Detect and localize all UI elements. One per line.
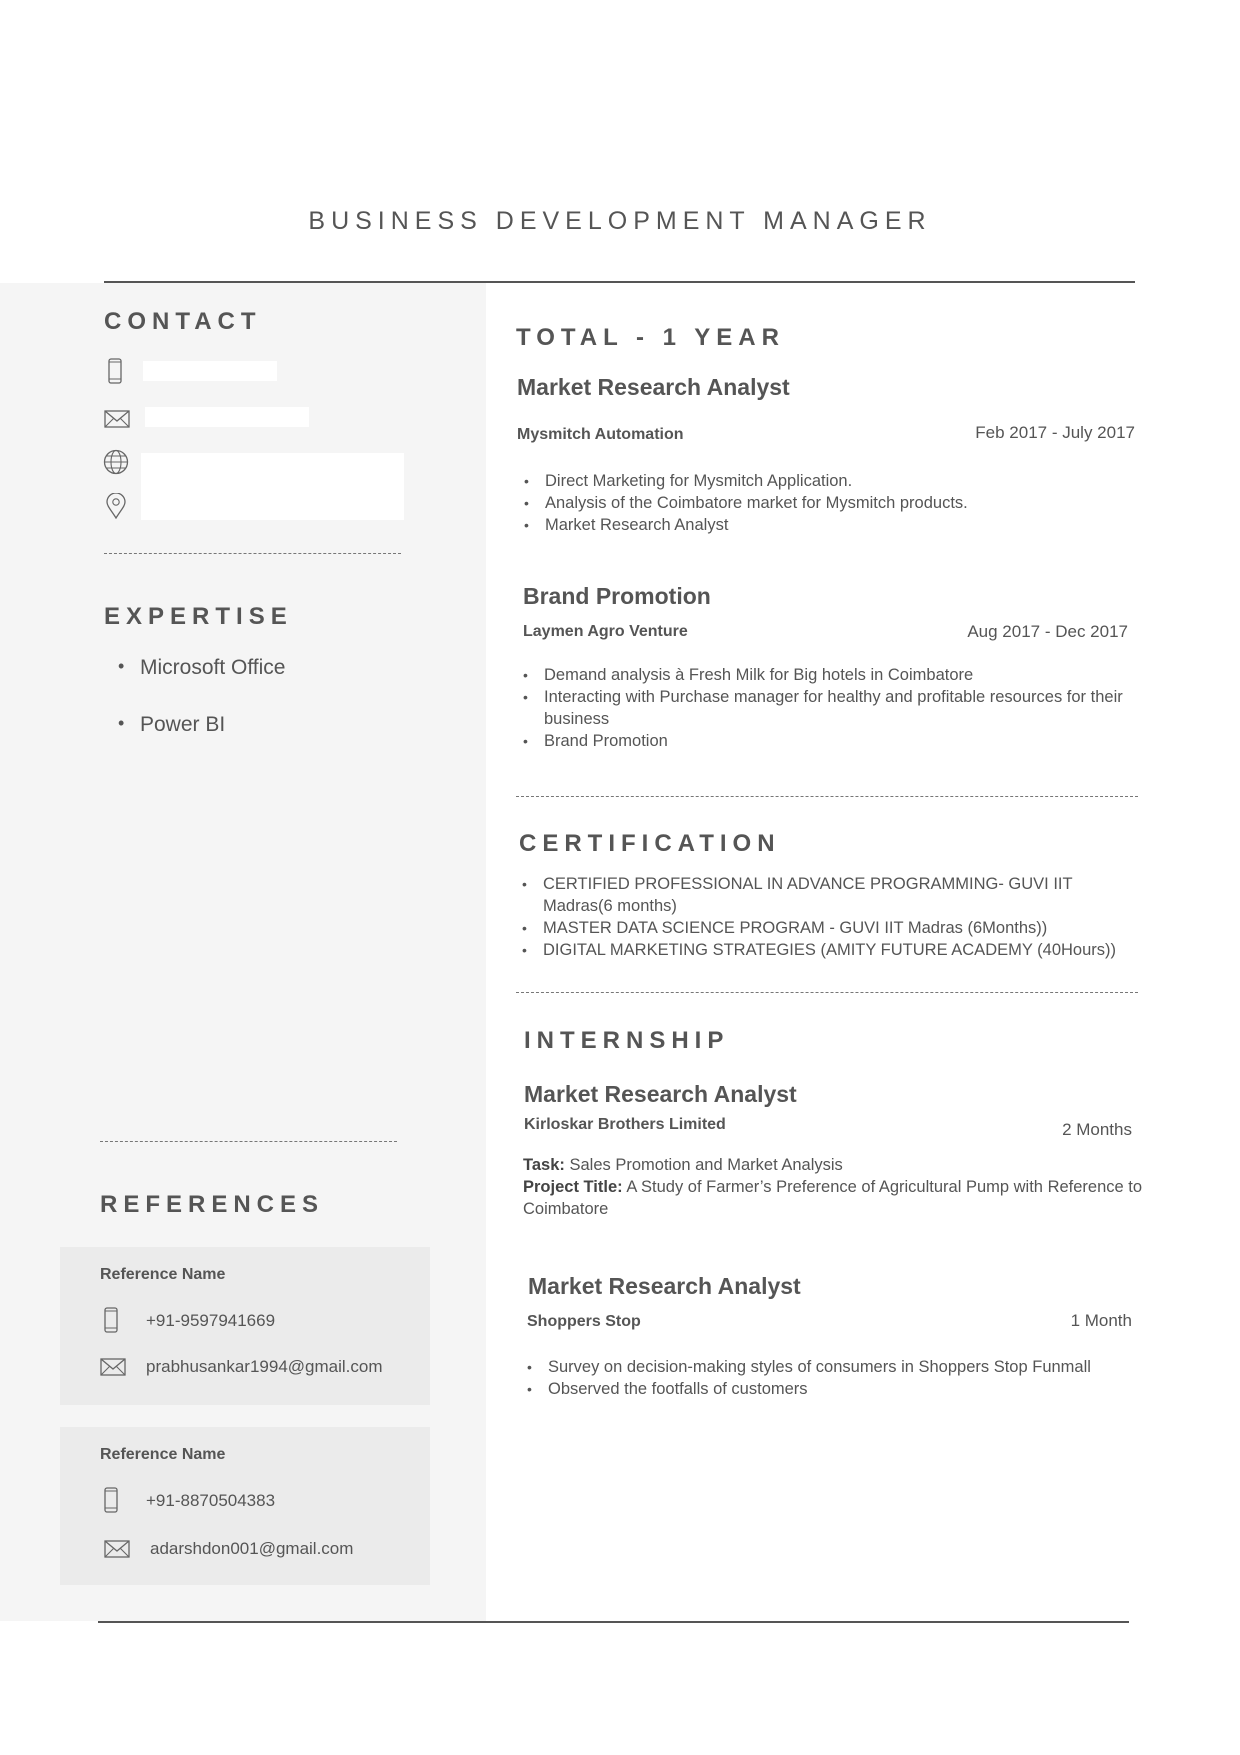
task-text: Sales Promotion and Market Analysis bbox=[569, 1156, 843, 1174]
contact-phone-redacted bbox=[143, 361, 277, 381]
phone-icon bbox=[98, 1487, 124, 1513]
list-item: • Brand Promotion bbox=[517, 730, 1132, 752]
contact-address-redacted bbox=[141, 453, 404, 520]
task-label: Task: bbox=[523, 1156, 565, 1174]
experience-divider bbox=[516, 796, 1138, 797]
reference-phone: +91-8870504383 bbox=[146, 1491, 276, 1510]
project-label: Project Title: bbox=[523, 1178, 623, 1196]
mail-icon bbox=[104, 1536, 130, 1562]
resume-job-title: BUSINESS DEVELOPMENT MANAGER bbox=[308, 207, 932, 235]
internship-duration: 2 Months bbox=[1062, 1120, 1132, 1139]
reference-email: prabhusankar1994@gmail.com bbox=[146, 1357, 383, 1376]
expertise-title: EXPERTISE bbox=[104, 603, 293, 630]
globe-icon bbox=[103, 449, 129, 475]
certification-list bbox=[516, 873, 1134, 961]
experience-date: Aug 2017 - Dec 2017 bbox=[967, 622, 1128, 641]
expertise-item: • Microsoft Office bbox=[104, 656, 285, 713]
certification-divider bbox=[516, 992, 1138, 993]
list-item: • CERTIFIED PROFESSIONAL IN ADVANCE PROGRAMMING- GUVI IIT Madras(6 months) bbox=[516, 873, 1134, 917]
experience-company: Mysmitch Automation bbox=[517, 426, 684, 443]
internship-title: INTERNSHIP bbox=[524, 1027, 730, 1054]
internship-project bbox=[523, 1176, 1143, 1220]
reference-name: Reference Name bbox=[100, 1446, 226, 1463]
expertise-list bbox=[104, 656, 285, 770]
certification-title: CERTIFICATION bbox=[519, 830, 781, 857]
contact-email-redacted bbox=[145, 407, 309, 427]
experience-role: Brand Promotion bbox=[523, 583, 711, 609]
internship-role: Market Research Analyst bbox=[524, 1081, 797, 1107]
list-item: • MASTER DATA SCIENCE PROGRAM - GUVI IIT Madras (6Months)) bbox=[516, 917, 1134, 939]
project-text: A Study of Farmer’s Preference of Agricultural Pump with Reference to Coimbatore bbox=[523, 1178, 1143, 1218]
expertise-divider bbox=[100, 1141, 397, 1142]
experience-company: Laymen Agro Venture bbox=[523, 623, 688, 640]
mail-icon bbox=[104, 406, 130, 432]
experience-title: TOTAL - 1 YEAR bbox=[516, 324, 785, 351]
list-item: • Direct Marketing for Mysmitch Application. bbox=[518, 470, 1118, 492]
internship-company: Kirloskar Brothers Limited bbox=[524, 1116, 726, 1133]
contact-divider bbox=[104, 553, 401, 554]
reference-phone: +91-9597941669 bbox=[146, 1311, 276, 1330]
phone-icon bbox=[102, 358, 128, 384]
internship-company: Shoppers Stop bbox=[527, 1313, 641, 1330]
expertise-item: • Power BI bbox=[104, 713, 285, 770]
internship-bullets bbox=[521, 1356, 1131, 1400]
experience-bullets bbox=[518, 470, 1118, 536]
location-pin-icon bbox=[103, 493, 129, 519]
phone-icon bbox=[98, 1307, 124, 1333]
internship-role: Market Research Analyst bbox=[528, 1273, 801, 1299]
experience-date: Feb 2017 - July 2017 bbox=[975, 423, 1135, 442]
experience-role: Market Research Analyst bbox=[517, 374, 790, 400]
contact-title: CONTACT bbox=[104, 308, 262, 335]
experience-bullets bbox=[517, 664, 1132, 752]
mail-icon bbox=[100, 1354, 126, 1380]
list-item: • Demand analysis à Fresh Milk for Big hotels in Coimbatore bbox=[517, 664, 1132, 686]
list-item: • Observed the footfalls of customers bbox=[521, 1378, 1131, 1400]
internship-task bbox=[523, 1154, 1143, 1176]
reference-name: Reference Name bbox=[100, 1266, 226, 1283]
reference-email: adarshdon001@gmail.com bbox=[150, 1539, 354, 1558]
internship-duration: 1 Month bbox=[1070, 1311, 1132, 1330]
footer-divider bbox=[98, 1621, 1129, 1623]
list-item: • Interacting with Purchase manager for healthy and profitable resources for their business bbox=[517, 686, 1132, 730]
list-item: • Survey on decision-making styles of consumers in Shoppers Stop Funmall bbox=[521, 1356, 1131, 1378]
list-item: • DIGITAL MARKETING STRATEGIES (AMITY FUTURE ACADEMY (40Hours)) bbox=[516, 939, 1134, 961]
list-item: • Analysis of the Coimbatore market for Mysmitch products. bbox=[518, 492, 1118, 514]
list-item: • Market Research Analyst bbox=[518, 514, 1118, 536]
references-title: REFERENCES bbox=[100, 1191, 325, 1218]
